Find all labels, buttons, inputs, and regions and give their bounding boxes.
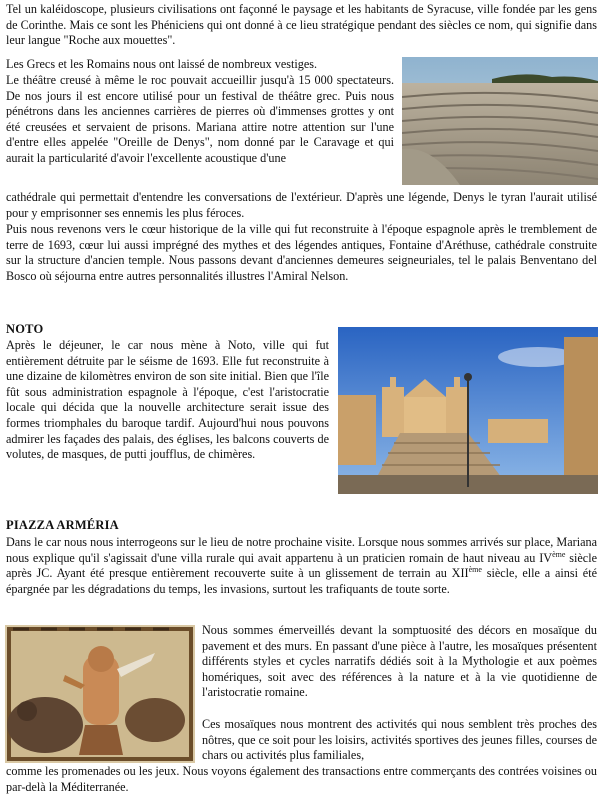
piazza-intro-paragraph: Dans le car nous nous interrogeons sur le lieu de notre prochaine visite. Lorsque nous sommes arrivés sur place, Mariana nous explique qu'il s'agissait d'une villa rurale qui avait appartenu à un praticien romain de haut niveau au IVème siècle après JC. Ayant été presque entièrement recouverte suite à un glissement de terrain au XIIème siècle, elle a ainsi été épargnée par les dégradations du temps, les invasions, surtout les trafiquants de toute sorte. — [6, 535, 598, 596]
syracuse-intro-paragraph: Tel un kaléidoscope, plusieurs civilisations ont façonné le paysage et les habitants de Syracuse, ville fondée par les gens de Corinthe. Mais ce sont les Phéniciens qui ont donné à ce lieu stratégique pendant des siècles ce nom, qui signifie dans leur langue "Roche aux mouettes". — [6, 2, 597, 48]
syracuse-historic-center-paragraph: Puis nous revenons vers le cœur historique de la ville qui fut reconstruite à l'époque espagnole après le tremblement de terre de 1693, cœur lui aussi imprégné des mythes et des légendes antiques, Fontaine d'Aréthuse, cathédrale construite sur la structure d'ancien temple. Nous passons devant d'anciennes demeures seigneuriales, tel le palais Benventano del Bosco où séjourna entre autres personnalités illustres l'Amiral Nelson. — [6, 222, 597, 283]
piazza-activities-continuation: comme les promenades ou les jeux. Nous voyons également des transactions entre commerçants des contrées voisines ou par-delà la Méditerranée. — [6, 764, 597, 794]
syracuse-cathedral-paragraph: cathédrale qui permettait d'entendre les conversations de l'extérieur. D'après une légende, Denys le tyran l'aurait utilisé pour y emprisonner ses ennemis les plus féroces. — [6, 190, 597, 220]
piazza-activities-paragraph: Ces mosaïques nous montrent des activités qui nous semblent très proches des nôtres, que ce soit pour les loisirs, activités sportives des jeunes filles, courses de chars ou activités plus familiales, — [202, 717, 597, 763]
roman-mosaic-photo — [5, 625, 195, 763]
noto-heading: NOTO — [6, 322, 44, 336]
noto-paragraph: Après le déjeuner, le car nous mène à Noto, ville qui fut entièrement détruite par le séisme de 1693. Elle fut reconstruite à une dizaine de kilomètres environ de son site initial. Bien que l'île fût sous administration espagnole à l'époque, c'est l'aristocratie locale qui décida que la nouvelle architecture serait issue des formes triomphales du baroque tardif. Aujourd'hui nous pouvons admirer les façades des palais, des églises, les balcons couverts de volutes, de masques, de putti joufflus, de chimères. — [6, 338, 329, 462]
piazza-armeria-heading: PIAZZA ARMÉRIA — [6, 518, 119, 532]
greek-theatre-photo — [402, 57, 598, 185]
syracuse-theatre-paragraph: Le théâtre creusé à même le roc pouvait accueillir jusqu'à 15 000 spectateurs. De nos jours il est encore utilisé pour un festival de théâtre grec. Puis nous pénétrons dans les anciennes carrières de pierres où d'immenses grottes y ont été creusées et servaient de prisons. Mariana attire notre attention sur l'une d'entre elles appelée "Oreille de Denys", nom donné par le Caravage et qui aurait la particularité d'avoir l'excellente acoustique d'une — [6, 73, 394, 165]
syracuse-vestiges-line: Les Grecs et les Romains nous ont laissé de nombreux vestiges. — [6, 57, 318, 71]
piazza-mosaic-splendor-paragraph: Nous sommes émerveillés devant la somptuosité des décors en mosaïque du pavement et des murs. En passant d'une pièce à l'autre, les mosaïques présentent différents styles et cycles narratifs dédiés soit à la Mythologie et aux poèmes homériques, soit avec des références à la nature et à la vie quotidienne de l'aristocratie romaine. — [202, 623, 597, 700]
noto-cathedral-photo — [338, 327, 598, 494]
